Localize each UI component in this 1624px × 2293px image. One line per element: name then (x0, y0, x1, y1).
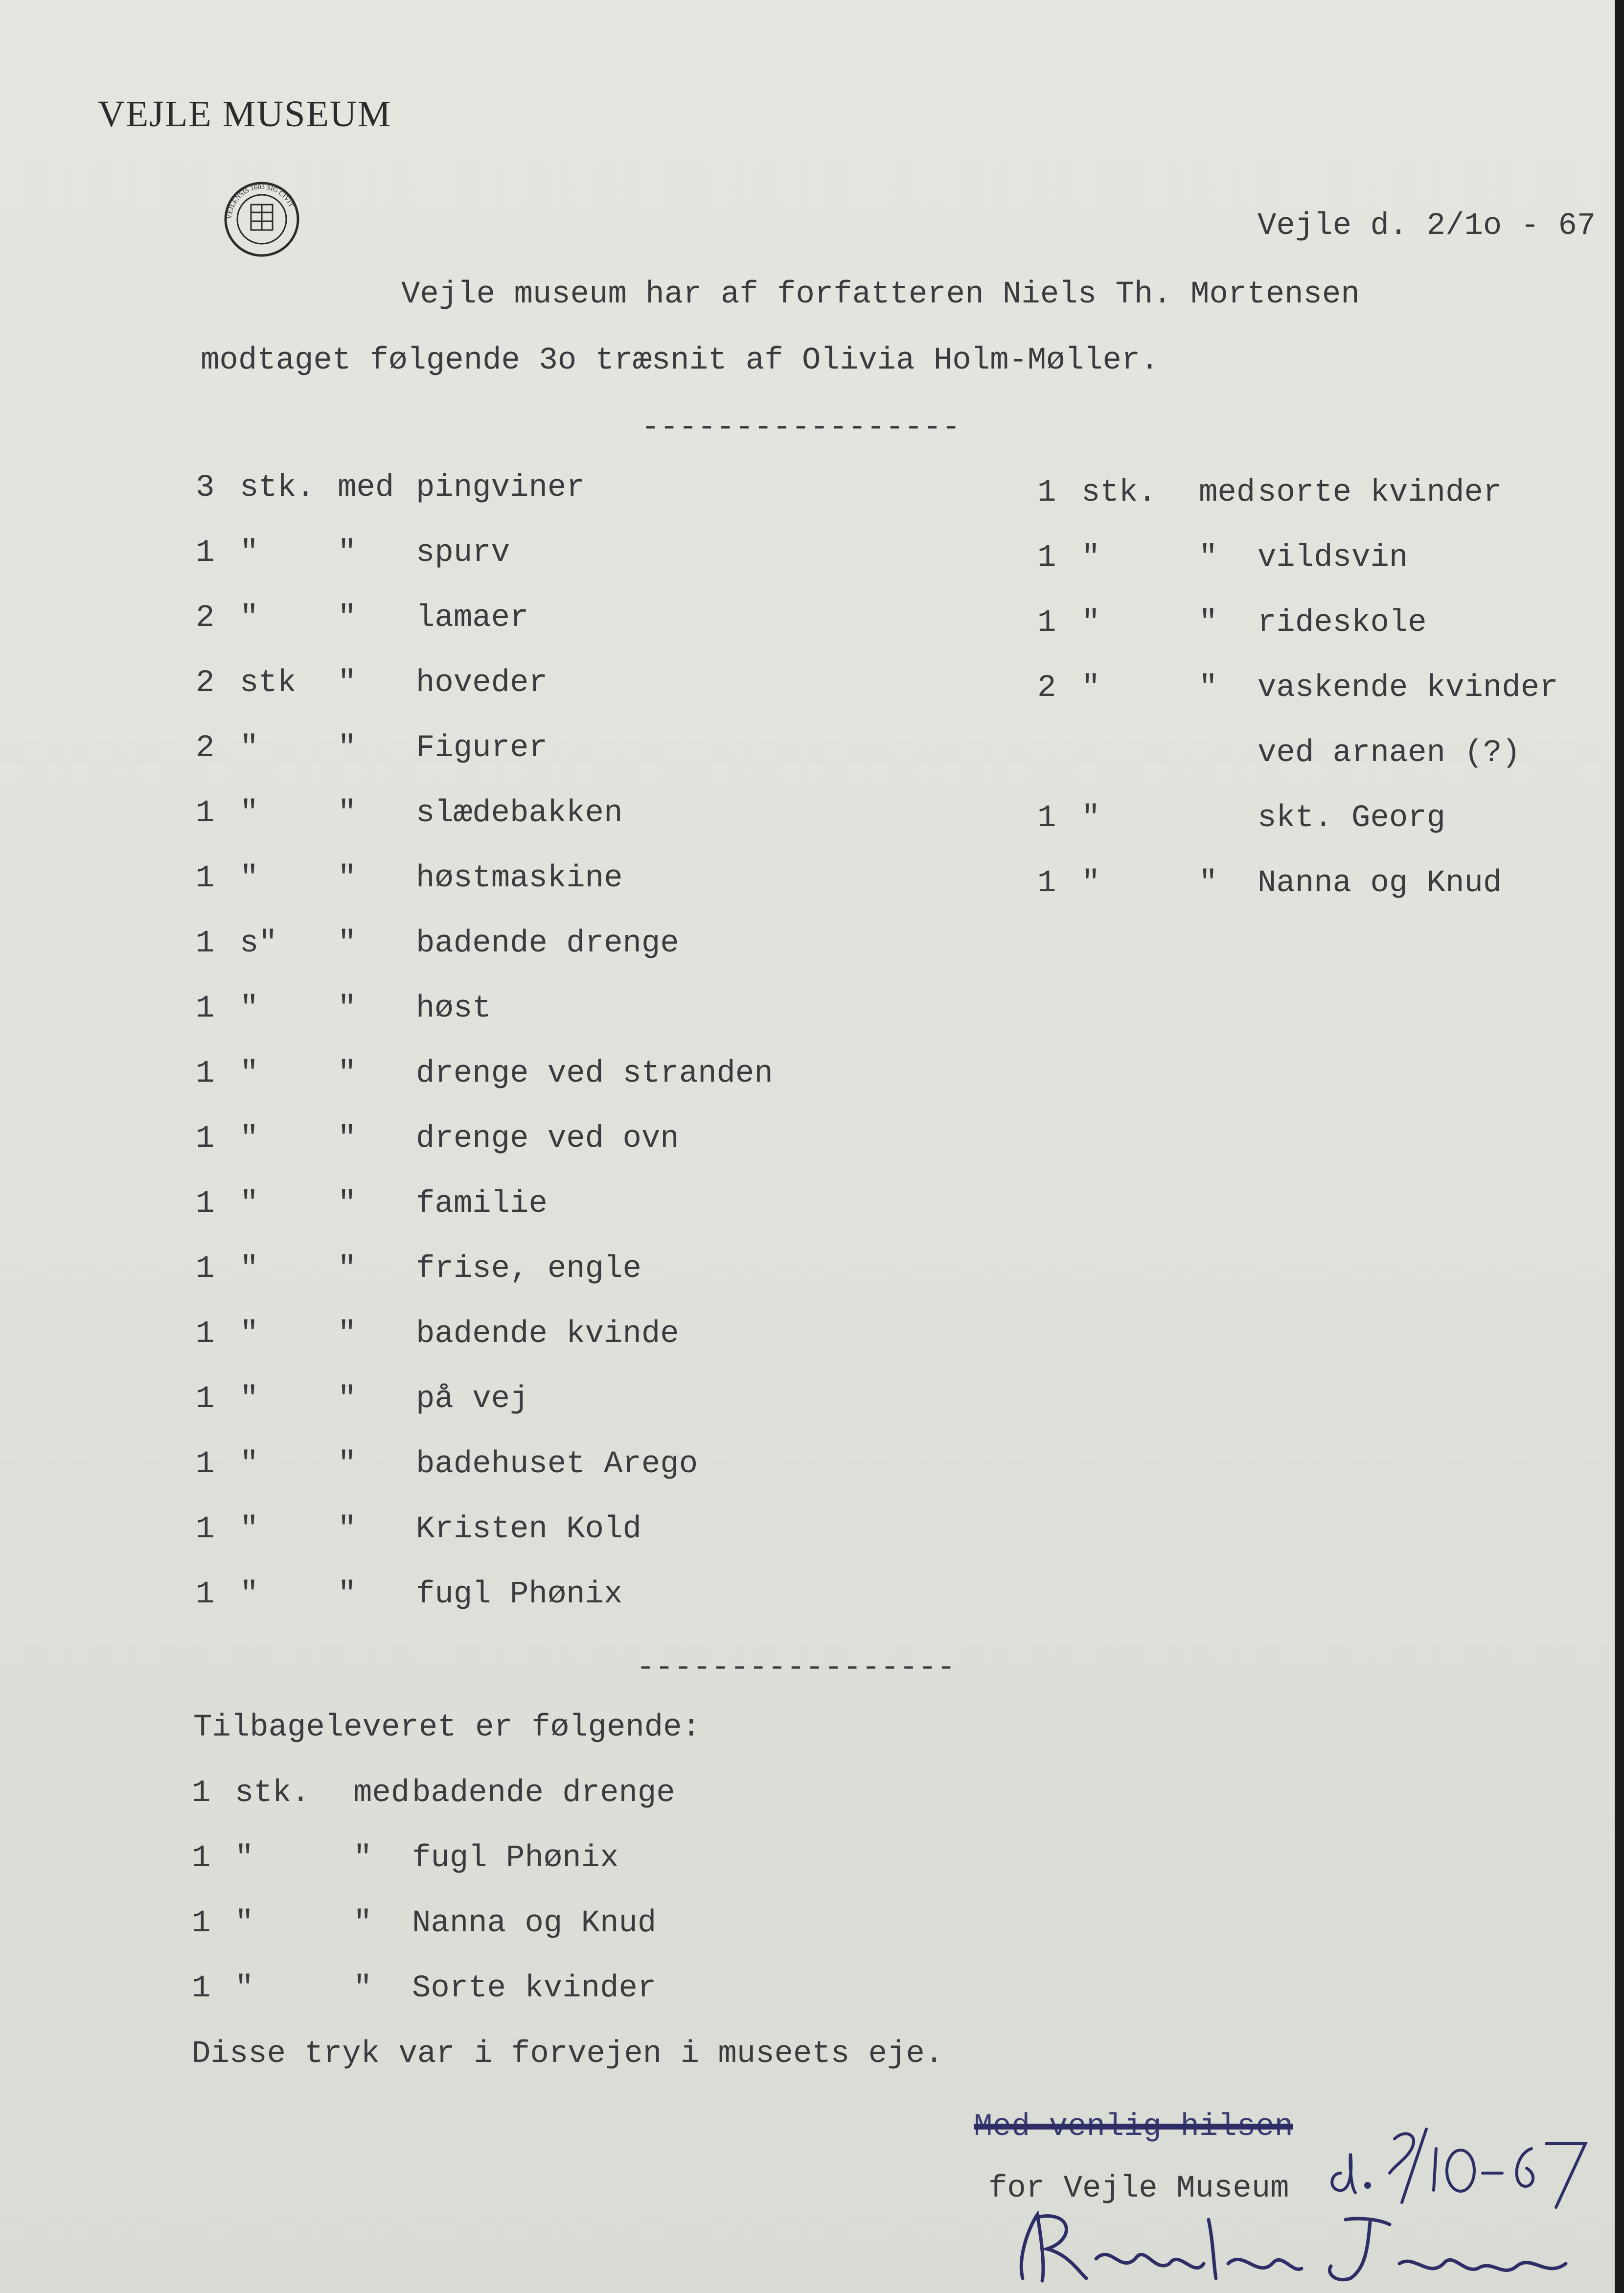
item-ditto: " (353, 1841, 372, 1876)
item-title: Sorte kvinder (412, 1971, 657, 2006)
item-mark: " (240, 1186, 259, 1222)
item-ditto: " (338, 731, 357, 766)
item-qty: 1 (196, 1317, 215, 1352)
item-qty: 1 (192, 1906, 211, 1941)
scan-edge (1615, 0, 1624, 2293)
item-ditto: " (1199, 866, 1218, 901)
item-title: pingviner (416, 470, 585, 506)
item-title: drenge ved ovn (416, 1121, 679, 1157)
item-mark: " (240, 1317, 259, 1352)
item-ditto: " (353, 1971, 372, 2006)
item-mark: " (235, 1971, 254, 2006)
item-title: familie (416, 1186, 548, 1222)
item-title: fugl Phønix (416, 1577, 623, 1612)
item-mark: " (240, 535, 259, 571)
item-qty: 1 (196, 796, 215, 831)
item-ditto: " (338, 926, 357, 961)
item-ditto: med (338, 470, 394, 506)
item-qty: 1 (196, 1251, 215, 1287)
letterhead: VEJLE MUSEUM (98, 93, 392, 135)
item-mark: " (240, 1447, 259, 1482)
item-qty: 1 (196, 926, 215, 961)
item-ditto: " (338, 1577, 357, 1612)
item-title: spurv (416, 535, 510, 571)
item-title: Nanna og Knud (412, 1906, 657, 1941)
museum-seal-icon (223, 180, 301, 258)
item-qty: 1 (196, 1056, 215, 1091)
item-qty: 1 (196, 861, 215, 896)
item-qty: 1 (192, 1776, 211, 1811)
svg-text:VEJLENSIS 1603 SIG CIVIT (226, 184, 295, 219)
item-ditto: " (338, 1121, 357, 1157)
item-ditto: med (1199, 475, 1256, 510)
item-ditto: " (338, 1382, 357, 1417)
item-qty: 1 (196, 1512, 215, 1547)
item-ditto: " (338, 1251, 357, 1287)
returned-heading: Tilbageleveret er følgende: (193, 1710, 701, 1745)
item-mark: s" (240, 926, 277, 961)
item-title: høstmaskine (416, 861, 623, 896)
item-ditto: " (338, 796, 357, 831)
item-mark: " (1081, 540, 1100, 576)
item-ditto: " (338, 1056, 357, 1091)
item-title: ved arnaen (?) (1258, 736, 1521, 771)
item-ditto: " (338, 991, 357, 1026)
item-ditto: " (1199, 605, 1218, 641)
item-mark: " (240, 731, 259, 766)
item-qty: 1 (196, 535, 215, 571)
item-qty: 2 (196, 601, 215, 636)
item-mark: " (240, 1382, 259, 1417)
item-title: vaskende kvinder (1258, 671, 1558, 706)
item-mark: stk. (240, 470, 315, 506)
item-qty: 1 (192, 1971, 211, 2006)
item-mark: " (235, 1841, 254, 1876)
item-qty: 1 (1037, 866, 1056, 901)
item-mark: " (240, 1512, 259, 1547)
item-qty: 1 (1037, 605, 1056, 641)
item-mark: " (240, 1121, 259, 1157)
item-qty: 1 (196, 1121, 215, 1157)
returned-note: Disse tryk var i forvejen i museets eje. (192, 2037, 944, 2072)
intro-line-1: Vejle museum har af forfatteren Niels Th. Mortensen (401, 277, 1360, 312)
item-mark: " (240, 601, 259, 636)
item-mark: stk (240, 666, 297, 701)
item-title: vildsvin (1258, 540, 1408, 576)
item-mark: " (1081, 671, 1100, 706)
item-mark: " (240, 1251, 259, 1287)
item-ditto: " (338, 601, 357, 636)
item-ditto: " (1199, 540, 1218, 576)
item-qty: 1 (196, 1447, 215, 1482)
item-mark: " (240, 1577, 259, 1612)
item-title: sorte kvinder (1258, 475, 1502, 510)
item-title: skt. Georg (1258, 801, 1446, 836)
item-title: badende drenge (412, 1776, 675, 1811)
handwritten-date (1321, 2119, 1615, 2217)
item-title: drenge ved stranden (416, 1056, 773, 1091)
item-title: badende drenge (416, 926, 679, 961)
item-qty: 1 (192, 1841, 211, 1876)
separator-top: ----------------- (641, 410, 961, 445)
item-mark: " (1081, 605, 1100, 641)
item-qty: 1 (196, 1382, 215, 1417)
item-title: frise, engle (416, 1251, 641, 1287)
item-ditto: " (1199, 671, 1218, 706)
item-qty: 1 (1037, 540, 1056, 576)
item-mark: " (235, 1906, 254, 1941)
item-title: lamaer (416, 601, 529, 636)
separator-bottom: ----------------- (636, 1650, 956, 1686)
item-qty: 1 (1037, 475, 1056, 510)
item-ditto: " (353, 1906, 372, 1941)
item-title: Nanna og Knud (1258, 866, 1502, 901)
item-title: slædebakken (416, 796, 623, 831)
item-mark: stk. (235, 1776, 310, 1811)
item-ditto: " (338, 1186, 357, 1222)
item-title: høst (416, 991, 491, 1026)
item-qty: 1 (196, 991, 215, 1026)
item-title: på vej (416, 1382, 529, 1417)
letter-date: Vejle d. 2/1o - 67 (1258, 208, 1596, 244)
item-qty: 3 (196, 470, 215, 506)
item-mark: " (1081, 801, 1100, 836)
item-mark: " (240, 1056, 259, 1091)
for-vejle-museum: for Vejle Museum (988, 2171, 1289, 2206)
item-title: Figurer (416, 731, 548, 766)
signature (1008, 2205, 1595, 2288)
item-mark: " (1081, 866, 1100, 901)
intro-line-2: modtaget følgende 3o træsnit af Olivia Holm-Møller. (201, 343, 1159, 378)
item-qty: 1 (196, 1577, 215, 1612)
item-ditto: med (353, 1776, 410, 1811)
item-mark: stk. (1081, 475, 1157, 510)
item-title: Kristen Kold (416, 1512, 641, 1547)
item-mark: " (240, 796, 259, 831)
item-qty: 1 (196, 1186, 215, 1222)
item-ditto: " (338, 666, 357, 701)
item-title: rideskole (1258, 605, 1427, 641)
item-mark: " (240, 861, 259, 896)
item-title: badehuset Arego (416, 1447, 698, 1482)
item-ditto: " (338, 535, 357, 571)
item-qty: 2 (196, 731, 215, 766)
item-title: hoveder (416, 666, 548, 701)
item-title: badende kvinde (416, 1317, 679, 1352)
item-ditto: " (338, 1512, 357, 1547)
item-qty: 2 (196, 666, 215, 701)
struck-greeting: Med venlig hilsen (974, 2109, 1293, 2145)
seal-legend: VEJLENSIS 1603 SIG CIVIT (226, 183, 295, 220)
item-qty: 1 (1037, 801, 1056, 836)
item-ditto: " (338, 1447, 357, 1482)
item-title: fugl Phønix (412, 1841, 619, 1876)
item-mark: " (240, 991, 259, 1026)
item-qty: 2 (1037, 671, 1056, 706)
item-ditto: " (338, 861, 357, 896)
item-ditto: " (338, 1317, 357, 1352)
